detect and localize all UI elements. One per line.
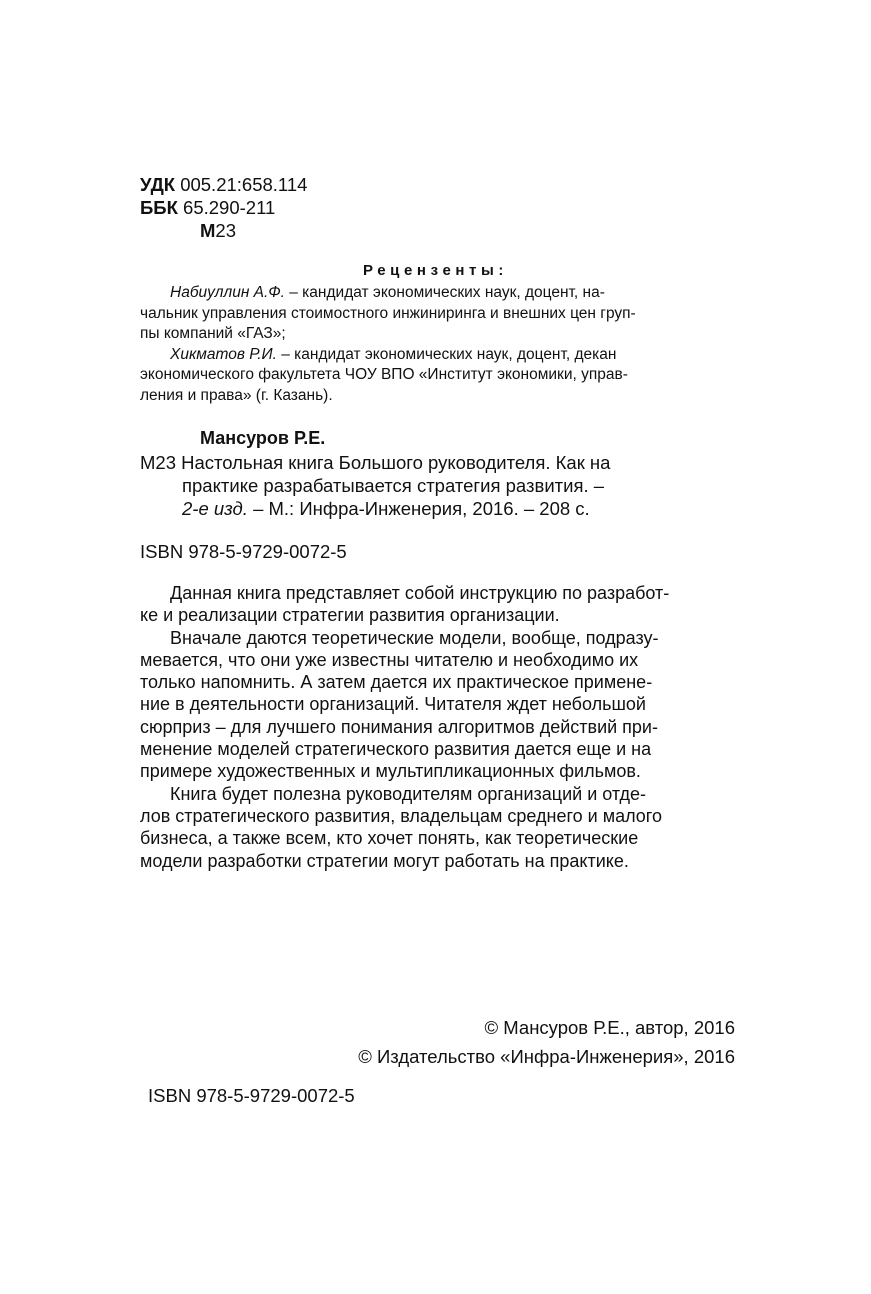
annotation-paragraph-1	[140, 582, 732, 627]
annotation-line: Данная книга представляет собой инструкцию по разработ-	[170, 583, 670, 603]
annotation-line: примере художественных и мультипликационных фильмов.	[140, 761, 641, 782]
reviewer-2-text: – кандидат экономических наук, доцент, декан	[276, 345, 617, 363]
reviewer-2	[140, 345, 730, 407]
author-mark-letter: М	[200, 220, 216, 241]
annotation-line: лов стратегического развития, владельцам среднего и малого	[140, 805, 662, 826]
author-mark	[140, 219, 307, 242]
author-mark-number: 23	[215, 220, 236, 241]
annotation-paragraph-3	[140, 783, 732, 872]
udk-label: УДК	[140, 174, 176, 195]
isbn-bottom: ISBN 978-5-9729-0072-5	[148, 1085, 355, 1106]
imprint: – М.: Инфра-Инженерия, 2016. – 208 с.	[247, 498, 590, 519]
reviewer-2-text: ления и права» (г. Казань).	[140, 386, 333, 404]
copyright-block	[358, 1013, 735, 1071]
edition: 2-е изд.	[182, 498, 248, 519]
annotation	[140, 582, 732, 872]
udk-row	[140, 173, 307, 196]
bbk-value: 65.290-211	[183, 197, 276, 218]
classification-codes	[140, 173, 307, 242]
bbk-row	[140, 196, 307, 219]
reviewers-title: Рецензенты:	[362, 262, 508, 279]
annotation-line: менение моделей стратегического развития дается еще и на	[140, 739, 652, 760]
annotation-line: сюрприз – для лучшего понимания алгоритмов действий при-	[140, 716, 658, 737]
annotation-line: ние в деятельности организаций. Читателя ждет небольшой	[140, 694, 646, 715]
reviewer-2-text: экономического факультета ЧОУ ВПО «Институт экономики, управ-	[140, 366, 628, 383]
reviewers-block	[140, 283, 730, 406]
reviewer-1-name: Набиуллин А.Ф.	[170, 284, 285, 301]
reviewer-1	[140, 283, 730, 345]
biblio-line-1: М23 Настольная книга Большого руководителя. Как на	[140, 452, 611, 473]
isbn-top: ISBN 978-5-9729-0072-5	[140, 541, 347, 562]
biblio-line-2: практике разрабатывается стратегия развития. –	[182, 475, 605, 496]
bbk-label: ББК	[140, 197, 178, 218]
reviewer-1-text: – кандидат экономических наук, доцент, на-	[284, 284, 605, 301]
copyright-publisher: © Издательство «Инфра-Инженерия», 2016	[358, 1046, 735, 1067]
bibliographic-description	[140, 451, 610, 520]
annotation-line: бизнеса, а также всем, кто хочет понять, как теоретические	[140, 828, 639, 849]
biblio-line-3	[140, 497, 610, 520]
annotation-line: модели разработки стратегии могут работать на практике.	[140, 850, 629, 871]
annotation-line: Книга будет полезна руководителям организаций и отде-	[170, 783, 647, 804]
reviewer-2-name: Хикматов Р.И.	[170, 345, 277, 363]
annotation-paragraph-2	[140, 627, 732, 783]
annotation-line: только напомнить. А затем дается их практическое примене-	[140, 672, 653, 693]
annotation-line: Вначале даются теоретические модели, вообще, подразу-	[170, 627, 659, 648]
annotation-line: ке и реализации стратегии развития организации.	[140, 605, 560, 626]
annotation-line: мевается, что они уже известны читателю и необходимо их	[140, 649, 639, 670]
reviewer-1-text: чальник управления стоимостного инжиниринга и внешних цен груп-	[140, 304, 636, 322]
copyright-author: © Мансуров Р.Е., автор, 2016	[484, 1017, 735, 1038]
book-author: Мансуров Р.Е.	[200, 428, 326, 448]
udk-value: 005.21:658.114	[180, 174, 308, 195]
reviewer-1-text: пы компаний «ГАЗ»;	[140, 325, 286, 342]
